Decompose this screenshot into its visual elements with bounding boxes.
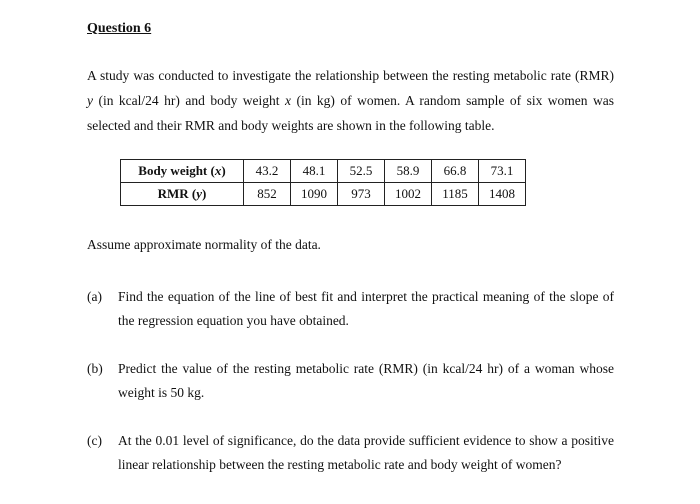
table-cell: 48.1 bbox=[291, 160, 338, 183]
table-cell: 52.5 bbox=[338, 160, 385, 183]
table-cell: 58.9 bbox=[385, 160, 432, 183]
table-cell: 973 bbox=[338, 183, 385, 206]
table-cell: 1090 bbox=[291, 183, 338, 206]
intro-text-3: (in kg) of women. A random sample of six women was selected and their RMR and body weights are shown in the following table. bbox=[87, 93, 614, 133]
table-cell: 1408 bbox=[479, 183, 526, 206]
intro-text-2: (in kcal/24 hr) and body weight bbox=[93, 93, 285, 108]
row-header-body-weight: Body weight (x) bbox=[121, 160, 244, 183]
table-cell: 43.2 bbox=[244, 160, 291, 183]
data-table bbox=[120, 159, 526, 206]
normality-assumption: Assume approximate normality of the data. bbox=[87, 237, 321, 252]
table-cell: 73.1 bbox=[479, 160, 526, 183]
part-b-text: Predict the value of the resting metabolic rate (RMR) (in kcal/24 hr) of a woman whose weight is 50 kg. bbox=[118, 361, 614, 400]
part-c bbox=[87, 429, 614, 477]
question-title: Question 6 bbox=[87, 21, 152, 36]
part-c-text: At the 0.01 level of significance, do the data provide sufficient evidence to show a positive linear relationship between the resting metabolic rate and body weight of women? bbox=[118, 433, 614, 472]
question-intro bbox=[87, 63, 614, 138]
table-cell: 852 bbox=[244, 183, 291, 206]
part-b-label: (b) bbox=[87, 361, 103, 376]
intro-var-y: y bbox=[87, 93, 93, 108]
table-cell: 1002 bbox=[385, 183, 432, 206]
part-a-label: (a) bbox=[87, 289, 102, 304]
part-a bbox=[87, 285, 614, 333]
part-c-label: (c) bbox=[87, 433, 102, 448]
row-header-rmr: RMR (y) bbox=[121, 183, 244, 206]
table-row-rmr bbox=[121, 183, 526, 206]
table-row-body-weight bbox=[121, 160, 526, 183]
intro-text-1: A study was conducted to investigate the relationship between the resting metabolic rate (RMR) bbox=[87, 68, 614, 83]
part-b bbox=[87, 357, 614, 405]
table-cell: 1185 bbox=[432, 183, 479, 206]
intro-var-x: x bbox=[285, 93, 291, 108]
part-a-text: Find the equation of the line of best fit and interpret the practical meaning of the slope of the regression equation you have obtained. bbox=[118, 289, 614, 328]
table-cell: 66.8 bbox=[432, 160, 479, 183]
